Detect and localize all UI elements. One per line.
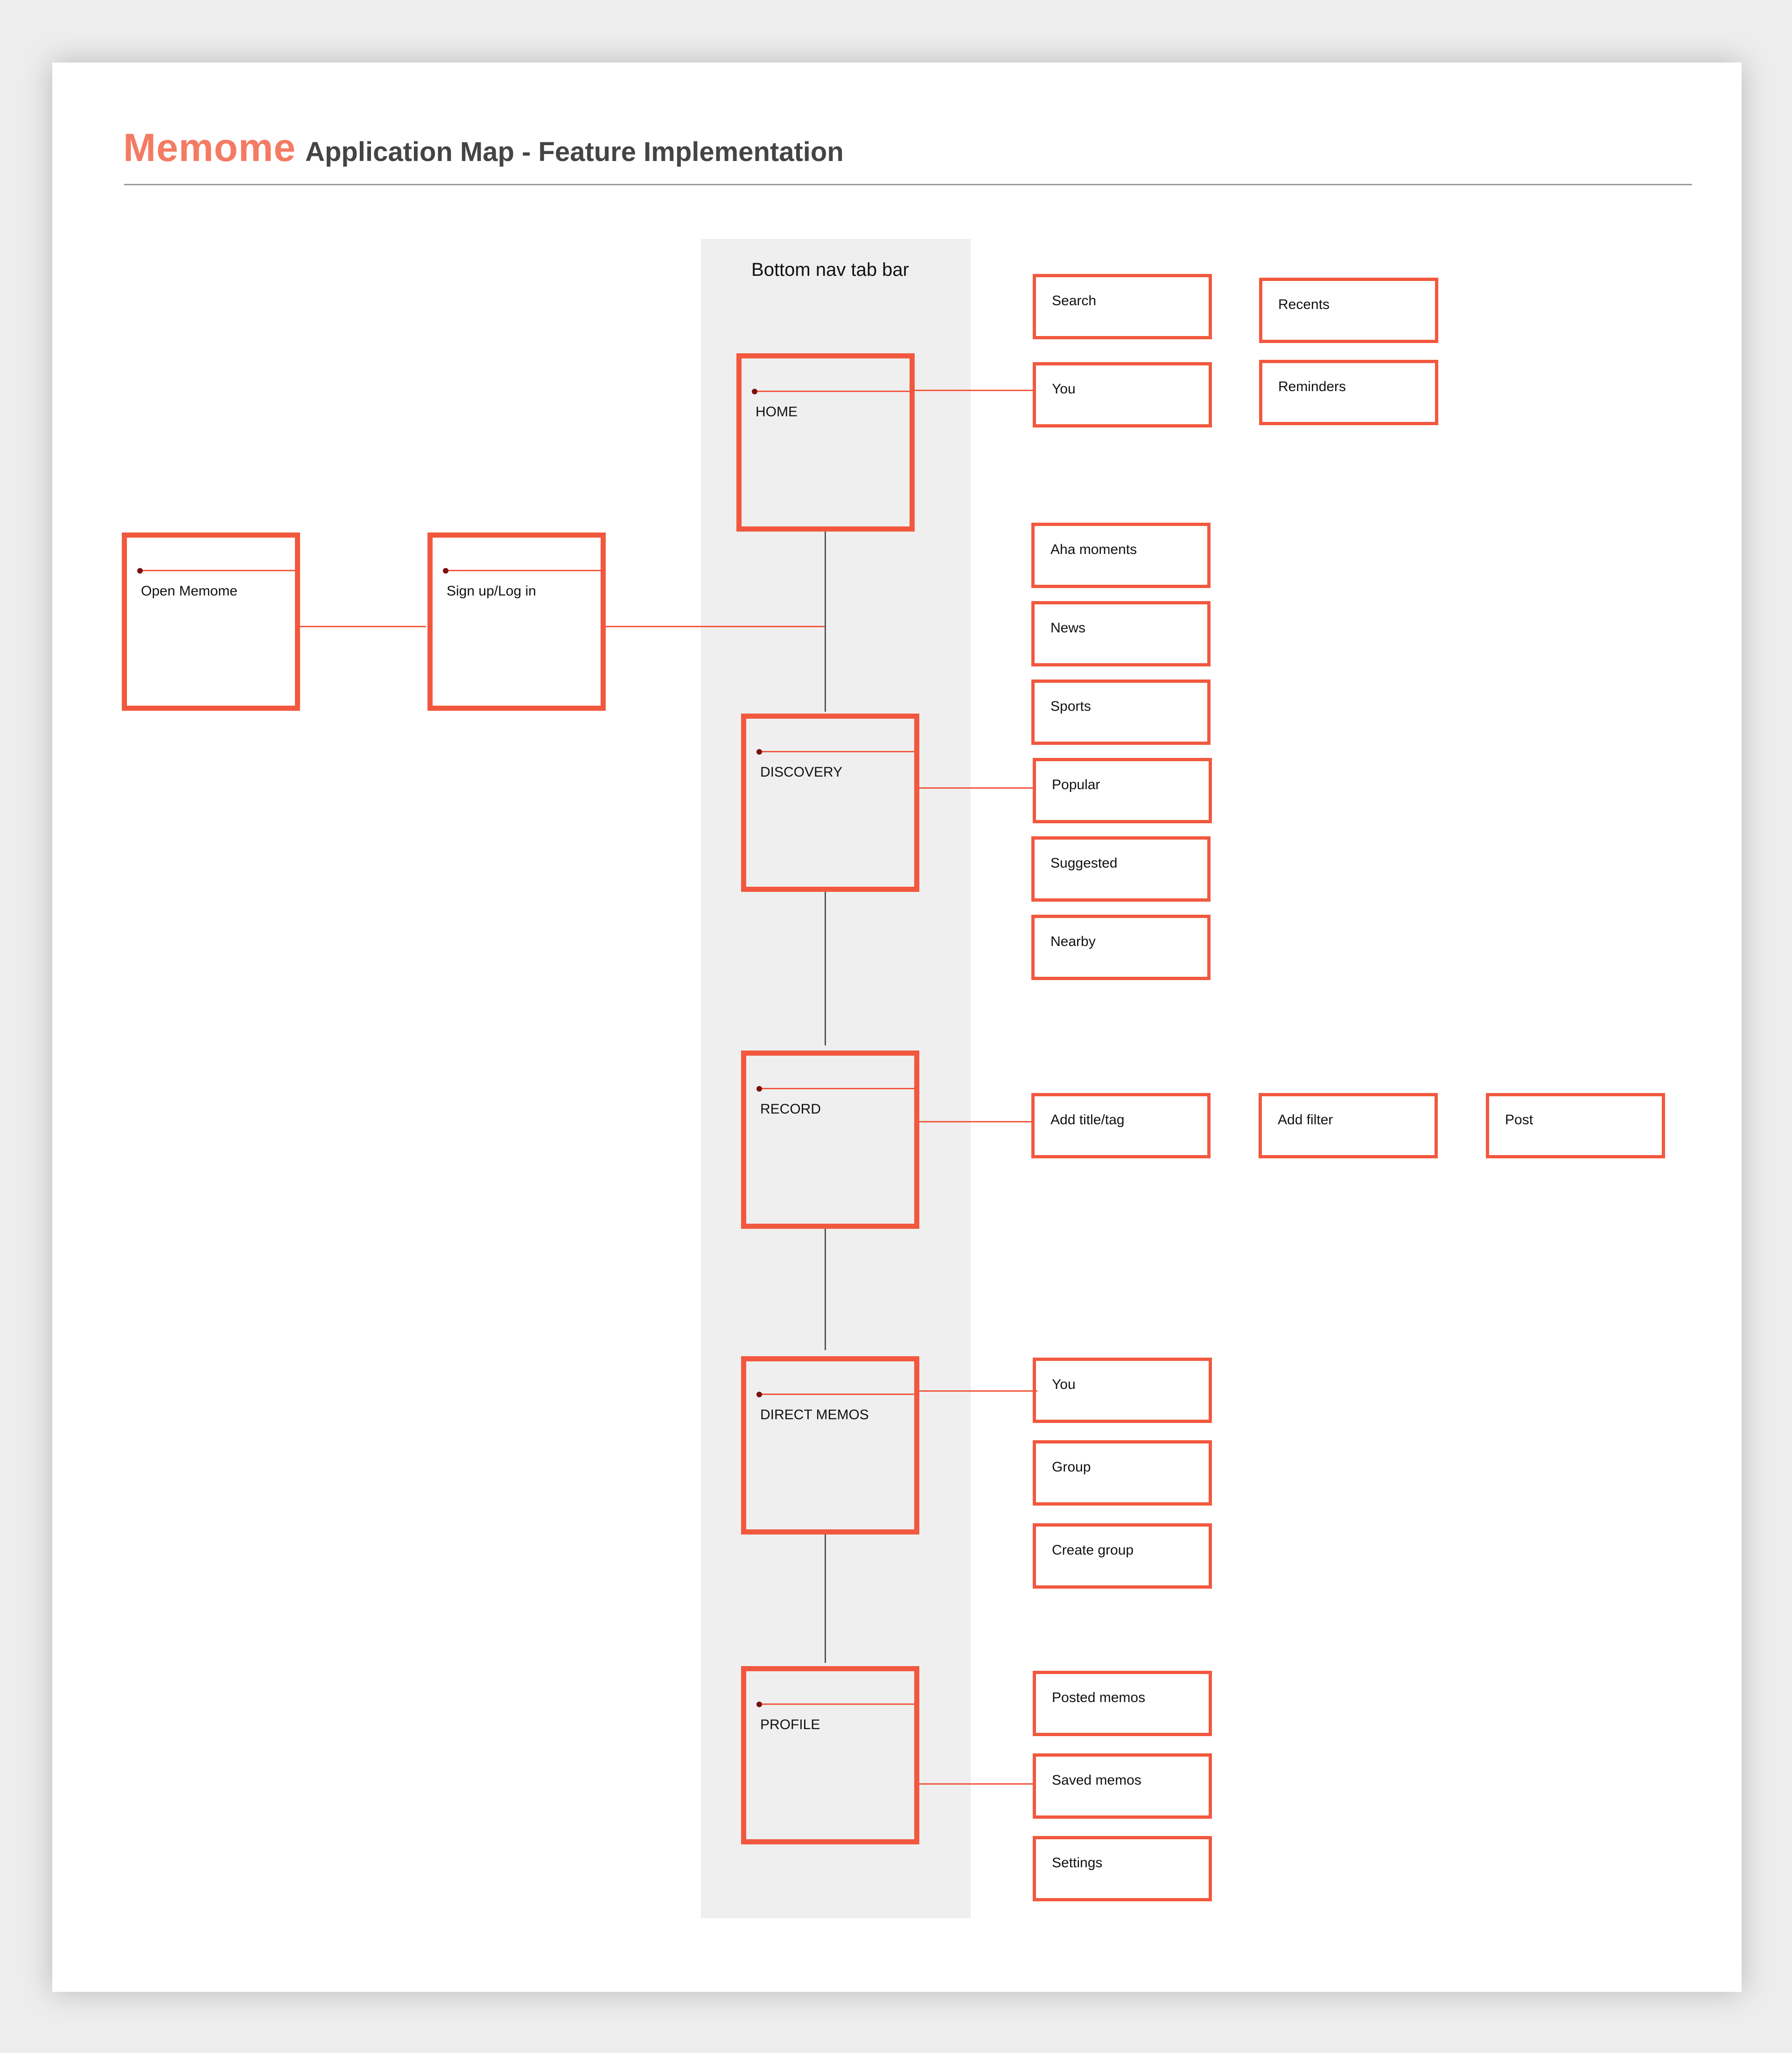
- feature-label: Saved memos: [1052, 1773, 1141, 1788]
- tab-label: PROFILE: [760, 1717, 820, 1732]
- pin-dot: [137, 568, 143, 574]
- pin-line: [756, 391, 910, 392]
- feature-label: Post: [1505, 1112, 1533, 1128]
- pin-line: [760, 1394, 914, 1395]
- feature-label: News: [1050, 620, 1086, 636]
- feature-discovery-news[interactable]: [1031, 601, 1211, 666]
- feature-label: Popular: [1052, 777, 1100, 792]
- screen-label: Sign up/Log in: [447, 583, 536, 599]
- connector-record-to-add-title: [918, 1121, 1033, 1122]
- feature-label: Add filter: [1278, 1112, 1333, 1128]
- feature-discovery-popular[interactable]: [1033, 758, 1212, 823]
- feature-label: Posted memos: [1052, 1690, 1146, 1705]
- connector-discovery-to-record: [825, 890, 826, 1045]
- pin-line: [141, 570, 295, 571]
- connector-direct-memos-to-you: [918, 1390, 1037, 1392]
- bottom-nav-tab-bar-label: Bottom nav tab bar: [751, 259, 909, 280]
- tab-record[interactable]: [741, 1051, 919, 1229]
- step-record-add-title-tag[interactable]: [1031, 1093, 1211, 1158]
- feature-direct-memos-create-group[interactable]: [1033, 1523, 1212, 1589]
- feature-home-reminders[interactable]: [1259, 360, 1438, 425]
- page-title: [123, 125, 844, 176]
- feature-discovery-nearby[interactable]: [1031, 915, 1211, 980]
- feature-discovery-suggested[interactable]: [1031, 836, 1211, 902]
- feature-profile-settings[interactable]: [1033, 1836, 1212, 1901]
- pin-dot: [756, 1086, 762, 1092]
- connector-record-to-direct-memos: [825, 1226, 826, 1350]
- connector-home-to-you: [913, 390, 1033, 391]
- feature-label: Suggested: [1050, 855, 1118, 871]
- feature-label: Settings: [1052, 1855, 1103, 1871]
- pin-dot: [756, 749, 762, 755]
- tab-direct-memos[interactable]: [741, 1356, 919, 1534]
- feature-label: Reminders: [1278, 379, 1346, 394]
- feature-label: Search: [1052, 293, 1097, 308]
- feature-profile-posted-memos[interactable]: [1033, 1671, 1212, 1736]
- screen-label: Open Memome: [141, 583, 238, 599]
- pin-dot: [752, 389, 757, 394]
- step-record-add-filter[interactable]: [1259, 1093, 1438, 1158]
- tab-profile[interactable]: [741, 1666, 919, 1844]
- connector-auth-to-nav: [606, 626, 825, 627]
- tab-home[interactable]: [736, 353, 915, 532]
- feature-home-you[interactable]: [1033, 362, 1212, 427]
- feature-label: Recents: [1278, 297, 1330, 312]
- feature-label: Sports: [1050, 699, 1091, 714]
- tab-label: DISCOVERY: [760, 764, 843, 780]
- pin-line: [760, 751, 914, 752]
- feature-home-search[interactable]: [1033, 274, 1212, 339]
- pin-dot: [756, 1392, 762, 1397]
- connector-profile-to-saved-memos: [918, 1783, 1033, 1785]
- connector-direct-memos-to-profile: [825, 1532, 826, 1663]
- feature-discovery-aha-moments[interactable]: [1031, 523, 1211, 588]
- feature-home-recents[interactable]: [1259, 278, 1438, 343]
- tab-label: DIRECT MEMOS: [760, 1407, 869, 1422]
- feature-label: Nearby: [1050, 934, 1096, 949]
- step-record-post[interactable]: [1486, 1093, 1665, 1158]
- pin-dot: [443, 568, 448, 574]
- feature-label: Add title/tag: [1050, 1112, 1125, 1128]
- sign-up-log-in-screen[interactable]: [427, 533, 606, 711]
- connector-home-to-discovery: [825, 531, 826, 712]
- pin-line: [760, 1088, 914, 1089]
- pin-line: [447, 570, 601, 571]
- connector-open-to-auth: [300, 626, 426, 627]
- feature-discovery-sports[interactable]: [1031, 680, 1211, 745]
- connector-discovery-to-popular: [918, 787, 1033, 789]
- pin-line: [760, 1703, 914, 1705]
- feature-label: You: [1052, 1377, 1076, 1392]
- open-memome-screen[interactable]: [122, 533, 300, 711]
- pin-dot: [756, 1702, 762, 1707]
- feature-label: Create group: [1052, 1542, 1134, 1558]
- feature-label: Group: [1052, 1459, 1091, 1475]
- feature-label: You: [1052, 381, 1076, 397]
- tab-discovery[interactable]: [741, 714, 919, 892]
- brand-name: Memome: [123, 126, 296, 169]
- feature-profile-saved-memos[interactable]: [1033, 1753, 1212, 1819]
- tab-label: RECORD: [760, 1101, 821, 1117]
- page-subtitle: Application Map - Feature Implementation: [305, 137, 844, 167]
- title-divider: [124, 184, 1692, 185]
- feature-direct-memos-you[interactable]: [1033, 1358, 1212, 1423]
- feature-direct-memos-group[interactable]: [1033, 1440, 1212, 1506]
- feature-label: Aha moments: [1050, 542, 1137, 557]
- tab-label: HOME: [756, 404, 798, 420]
